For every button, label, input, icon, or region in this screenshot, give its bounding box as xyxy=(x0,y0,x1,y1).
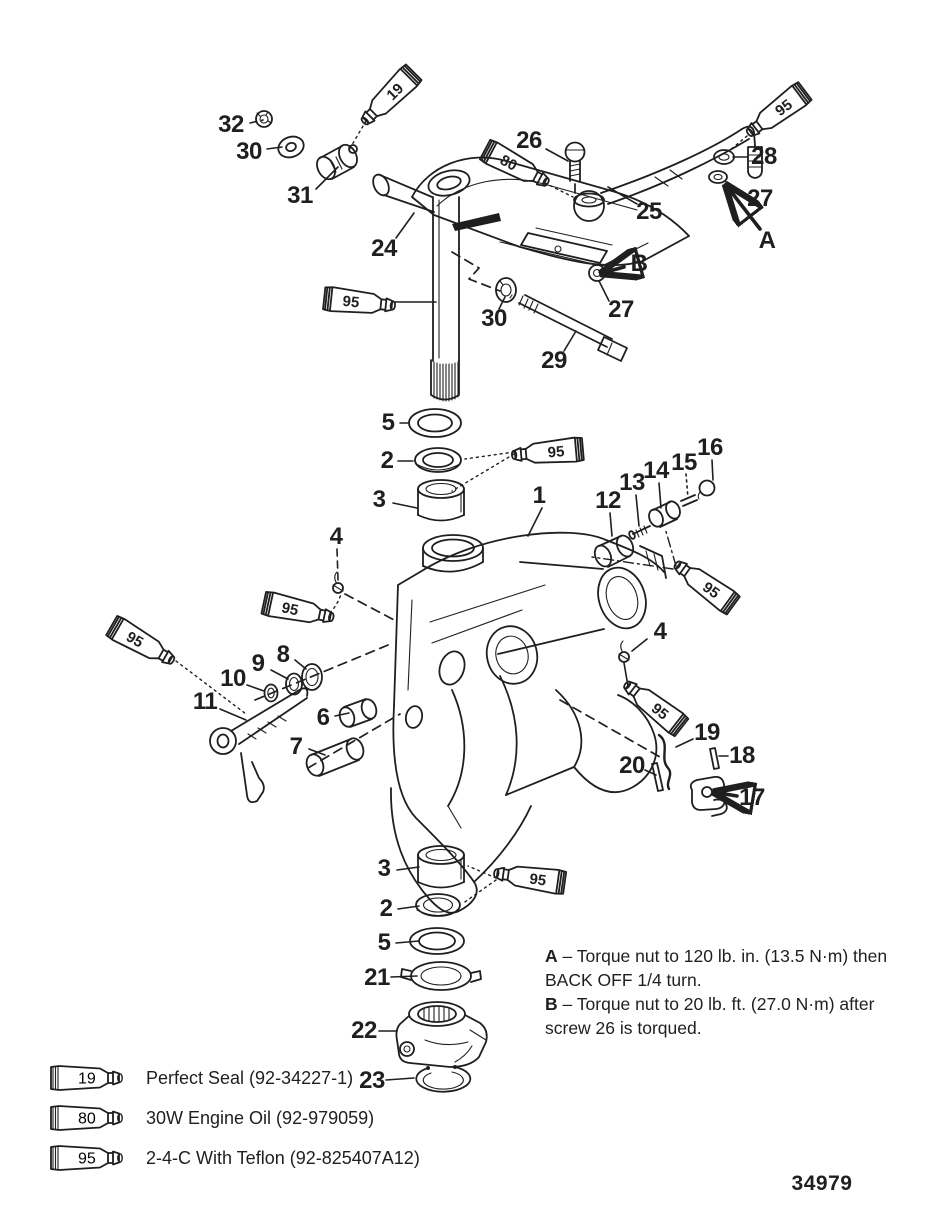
callout-label-8: 8 xyxy=(276,641,290,668)
svg-text:80: 80 xyxy=(497,151,520,175)
svg-text:19: 19 xyxy=(78,1070,96,1088)
callout-label-7: 7 xyxy=(289,733,303,760)
callout-label-28: 28 xyxy=(751,143,777,170)
leader-line-30-1 xyxy=(267,147,282,149)
callout-label-30: 30 xyxy=(236,138,262,165)
housing-1-art xyxy=(391,533,666,913)
leader-line-10-23 xyxy=(247,685,264,691)
callout-label-14: 14 xyxy=(643,457,669,484)
callout-label-3: 3 xyxy=(377,855,391,882)
svg-text:95: 95 xyxy=(341,292,361,312)
callout-label-27: 27 xyxy=(608,296,634,323)
svg-text:95: 95 xyxy=(772,96,796,120)
bushings-6-7-art xyxy=(304,697,379,778)
callout-label-23: 23 xyxy=(359,1067,385,1094)
callout-label-15: 15 xyxy=(671,449,697,476)
callout-label-19: 19 xyxy=(694,719,720,746)
callout-label-13: 13 xyxy=(619,469,645,496)
sealant-tube-95-5 xyxy=(106,615,180,671)
callout-label-31: 31 xyxy=(287,182,313,209)
torque-notes xyxy=(545,944,941,1040)
torque-note-key: A xyxy=(545,946,558,966)
nut-27-washer-30-art xyxy=(496,265,605,302)
callout-label-4: 4 xyxy=(653,618,667,645)
leader-line-14-19 xyxy=(659,483,661,508)
leader-line-11-26 xyxy=(220,709,246,720)
sealant-tube-19-0 xyxy=(355,64,422,131)
sealant-tube-95-3 xyxy=(323,286,396,317)
sealant-tube-95-4 xyxy=(511,437,584,467)
legend-label: 2-4-C With Teflon (92-825407A12) xyxy=(146,1147,420,1168)
leader-line-15-20 xyxy=(686,474,688,498)
seal-stack-upper-art xyxy=(409,409,464,521)
callout-label-25: 25 xyxy=(636,198,662,225)
leader-line-5-36 xyxy=(396,941,419,943)
svg-text:95: 95 xyxy=(647,699,672,724)
leader-line-9-24 xyxy=(271,670,288,679)
svg-text:95: 95 xyxy=(547,443,566,462)
callout-label-A: A xyxy=(758,227,776,254)
callout-label-5: 5 xyxy=(381,409,395,436)
svg-text:80: 80 xyxy=(78,1110,96,1128)
leader-line-13-18 xyxy=(636,495,639,526)
tube-layer xyxy=(106,64,812,895)
callout-label-20: 20 xyxy=(619,752,645,779)
legend-label: 30W Engine Oil (92-979059) xyxy=(146,1107,375,1128)
leader-line-4-29 xyxy=(632,639,647,651)
callout-label-12: 12 xyxy=(595,487,621,514)
callout-label-11: 11 xyxy=(192,688,218,715)
callout-label-30: 30 xyxy=(481,305,507,332)
callout-label-24: 24 xyxy=(371,235,397,262)
sealant-tube-95-7 xyxy=(669,554,741,615)
grease-fitting-4-right-art xyxy=(619,641,629,662)
legend-tube-icon-80 xyxy=(46,1101,130,1135)
legend-label: Perfect Seal (92-34227-1) xyxy=(146,1067,354,1088)
leader-line-8-25 xyxy=(295,660,306,669)
callout-label-9: 9 xyxy=(251,650,265,677)
svg-text:19: 19 xyxy=(383,80,408,104)
legend-tube-icon-95 xyxy=(46,1141,130,1175)
leader-line-12-17 xyxy=(610,513,612,536)
leader-line-17-33 xyxy=(719,793,737,796)
callout-label-10: 10 xyxy=(220,665,246,692)
legend-tube-icon-19 xyxy=(46,1061,130,1095)
legend-row-95 xyxy=(46,1138,420,1178)
torque-note-line: screw 26 is torqued. xyxy=(545,1018,702,1038)
callout-label-2: 2 xyxy=(380,447,394,474)
torque-note-key: B xyxy=(545,994,558,1014)
leader-line-6-27 xyxy=(335,713,349,716)
fitting-31-art xyxy=(313,142,360,183)
leader-line-B-9 xyxy=(606,267,624,272)
callout-label-32: 32 xyxy=(218,111,244,138)
sealant-tube-95-9 xyxy=(492,861,566,895)
sealant-legend xyxy=(46,1058,420,1178)
nut-32-art xyxy=(256,111,272,127)
torque-note-line: B – Torque nut to 20 lb. ft. (27.0 N·m) after xyxy=(545,994,875,1014)
parts-8-9-10-art xyxy=(265,664,323,702)
svg-text:95: 95 xyxy=(78,1150,96,1168)
leader-line-3-15 xyxy=(393,503,417,508)
bolt-29-art xyxy=(452,252,627,361)
leader-line-1-16 xyxy=(528,508,542,536)
callout-label-21: 21 xyxy=(364,964,390,991)
leader-line-4-22 xyxy=(337,549,338,580)
callout-label-26: 26 xyxy=(516,127,542,154)
callout-label-18: 18 xyxy=(729,742,755,769)
leader-line-16-21 xyxy=(712,460,713,480)
torque-note-line: BACK OFF 1/4 turn. xyxy=(545,970,702,990)
snap-ring-23-art xyxy=(416,1065,470,1092)
svg-text:95: 95 xyxy=(280,599,300,620)
drawing-number: 34979 xyxy=(791,1172,853,1195)
callout-label-29: 29 xyxy=(541,347,567,374)
callout-label-B: B xyxy=(630,250,648,277)
sealant-tube-95-8 xyxy=(618,674,689,737)
sealant-tube-95-2 xyxy=(741,81,812,143)
callout-label-17: 17 xyxy=(739,784,765,811)
callout-label-16: 16 xyxy=(697,434,723,461)
parts-17-20-art xyxy=(652,735,727,816)
leader-line-24-3 xyxy=(396,213,414,238)
callout-label-22: 22 xyxy=(351,1017,377,1044)
svg-text:95: 95 xyxy=(699,578,723,603)
svg-text:95: 95 xyxy=(123,628,147,652)
torque-note-line: A – Torque nut to 120 lb. in. (13.5 N·m) then xyxy=(545,946,888,966)
callout-label-1: 1 xyxy=(532,482,546,509)
sealant-tube-95-6 xyxy=(261,591,336,629)
legend-row-19 xyxy=(46,1058,420,1098)
callout-label-3: 3 xyxy=(372,486,386,513)
callout-label-6: 6 xyxy=(316,704,330,731)
callout-label-4: 4 xyxy=(329,523,343,550)
svg-text:95: 95 xyxy=(528,870,548,890)
legend-row-80 xyxy=(46,1098,420,1138)
leader-line-21-37 xyxy=(391,976,417,977)
callout-label-27: 27 xyxy=(747,185,773,212)
leader-line-19-30 xyxy=(676,739,693,747)
callout-label-5: 5 xyxy=(377,929,391,956)
callout-label-2: 2 xyxy=(379,895,393,922)
